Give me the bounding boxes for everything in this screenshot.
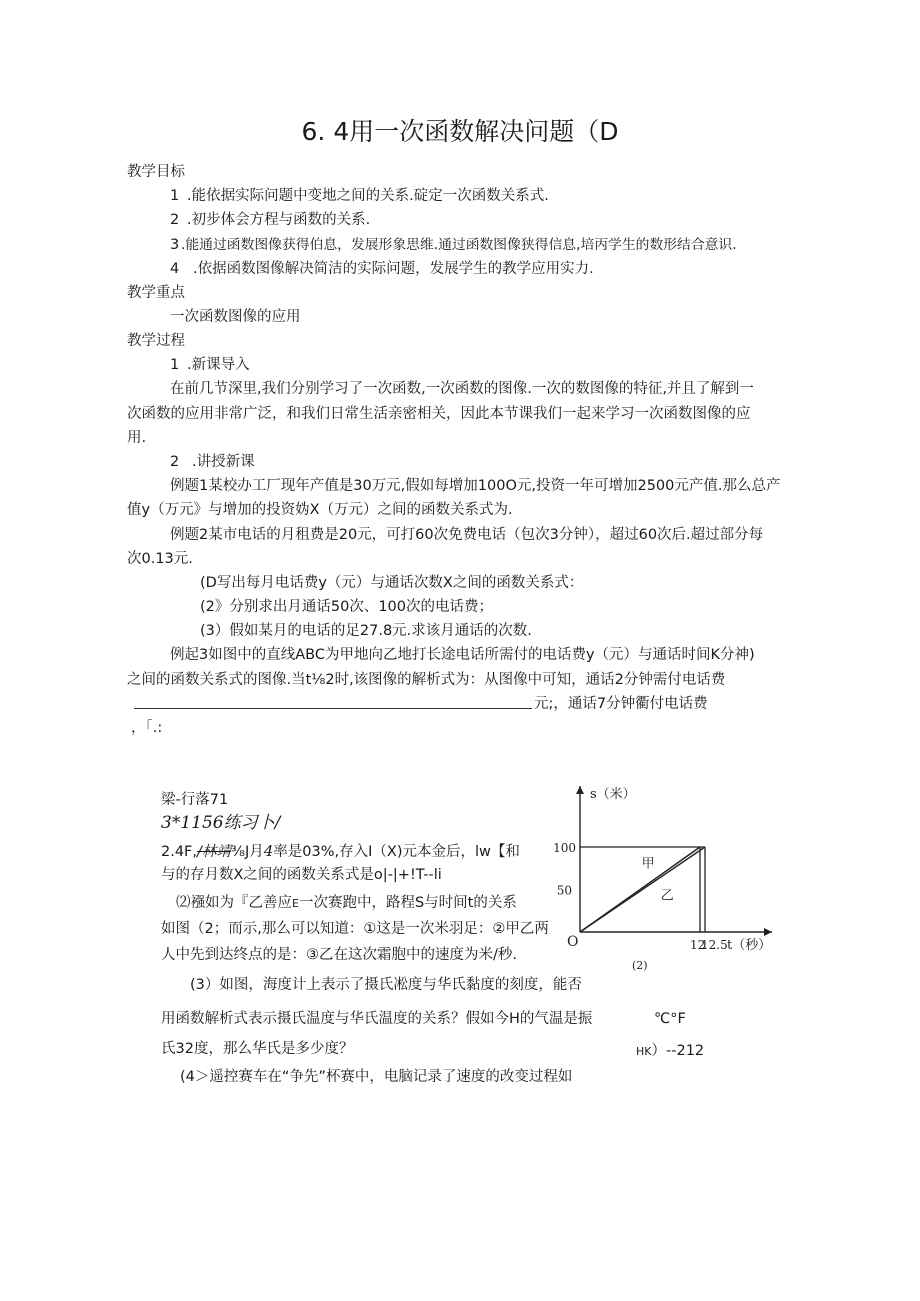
x-axis-label: t（秒）	[727, 938, 772, 953]
y-tick-label-1: 100	[553, 841, 576, 855]
example-2-line-2: 次0.13元.	[127, 551, 193, 567]
objective-4-number: 4	[170, 261, 180, 277]
q2-start: ⑵襁如为『乙善应	[176, 895, 292, 911]
thermometer-label: HK	[636, 1045, 652, 1058]
practice-q3-line-3: 氏32度，那么华氏是多少度？	[161, 1041, 354, 1057]
objective-1-number: 1	[170, 188, 180, 204]
intro-line-3: 用.	[127, 430, 147, 446]
section-2-label: .讲授新课	[192, 454, 255, 470]
intro-line-1: 在前几节深里,我们分别学习了一次函数,一次函数的图像.一次的数图像的特征,并且了解到一	[170, 381, 754, 397]
example-3-line-4: ，「.:	[131, 720, 163, 736]
example-1-line-1: 例题1某校办工厂现年产值是30万元,假如每增加100O元,投资一年可增加2500元产值.那么总产	[170, 478, 781, 494]
figure-caption: (2)	[632, 959, 648, 972]
page-title: 6. 4用一次函数解决问题（D	[301, 117, 619, 146]
focus-text: 一次函数图像的应用	[170, 309, 301, 325]
example-2-question-2: (2》分别求出月通话50次、100次的电话费；	[200, 599, 494, 615]
practice-q1-line-1	[161, 842, 520, 861]
section-1-label: .新课导入	[187, 357, 250, 373]
objective-1-text: .能依据实际问题中变地之间的关系.碇定一次函数关系式.	[187, 188, 549, 204]
q1-rest: 率是03%,存入I（X)元本金后，lw【和	[273, 844, 520, 860]
intro-line-2: 次函数的应用非常广泛，和我们日常生活亲密相关，因此本节课我们一起来学习一次函数图像的应	[127, 406, 751, 422]
q1-prefix: 2.4F,	[161, 844, 198, 860]
q1-number: 4	[263, 842, 274, 860]
x-axis-arrow	[764, 928, 772, 936]
objective-3-text: .能通过函数图像获得伯息，发展形象思维.通过函数图像狭得信息,培丙学生的数形结合意识.	[181, 237, 737, 253]
answer-blank-line	[134, 708, 532, 709]
practice-q3-line-2: 用函数解析式表示摄氏温度与华氏温度的关系？假如今H的气温是振	[161, 1011, 593, 1027]
q1-month: ⅜J月	[230, 844, 264, 860]
origin-label: O	[567, 934, 579, 950]
objectives-heading: 教学目标	[127, 164, 185, 180]
practice-q2-line-2: 如图（2；而示,那么可以知道：①这是一次米羽足：②甲乙两	[161, 921, 549, 937]
practice-q3-line-1: (3）如图，海度计上表示了摄氏凇度与华氏黏度的刻度，能否	[190, 977, 582, 993]
q1-struck-text: /林靖	[197, 844, 231, 860]
practice-q4-line-1: (4＞遥控赛车在“争先”杯赛中，电脑记录了速度的改变过程如	[180, 1069, 573, 1085]
x-tick-label-0: 12	[690, 938, 706, 952]
example-3-line-3: 元;，通话7分钟衢付电话费	[534, 696, 708, 712]
example-2-question-1: (D写出每月电话费y（元）与通话次数X之间的函数关系式：	[200, 575, 584, 591]
example-2-line-1: 例题2某市电话的月租费是20元，可打60次免费电话（包次3分钟），超过60次后.超过部分每	[170, 527, 764, 543]
section-2-number: 2	[170, 454, 180, 470]
focus-heading: 教学重点	[127, 285, 185, 301]
q2-subscript: E	[292, 897, 299, 910]
section-1-number: 1	[170, 357, 180, 373]
thermometer-value: ）--212	[651, 1043, 705, 1059]
example-3-line-1: 例起3如图中的直线ABC为甲地向乙地打长途电话所需付的电话费y（元）与通话时间K分神)	[170, 647, 755, 663]
handwritten-note: 3*1156练习卜/	[161, 813, 281, 833]
practice-q1-line-2: 与的存月数X之间的函数关系式是o|-|+!T--li	[161, 867, 442, 883]
example-2-question-3: (3）假如某月的电话的足27.8元.求该月通话的次数.	[200, 623, 532, 639]
objective-2-number: 2	[170, 212, 180, 228]
practice-label: 梁-行落71	[161, 792, 229, 808]
example-1-line-2: 值y（万元》与增加的投资妫X（万元）之间的函数关系式为.	[127, 502, 513, 518]
series-label-1: 乙	[660, 888, 674, 904]
y-axis-arrow	[576, 786, 584, 794]
series-label-0: 甲	[641, 856, 655, 872]
y-axis-label: s（米）	[590, 787, 636, 802]
x-tick-label-1: 12.5	[701, 938, 728, 952]
q2-rest: 一次赛跑中，路程S与时间t的关系	[298, 895, 517, 911]
race-distance-time-chart	[553, 776, 790, 976]
practice-q2-line-3: 人中先到达终点的是：③乙在这次霜胞中的速度为米/秒.	[161, 947, 517, 963]
objective-2-text: .初步体会方程与函数的关系.	[187, 212, 371, 228]
process-heading: 教学过程	[127, 333, 185, 349]
objective-4-text: .依据函数图像解决简洁的实际问题，发展学生的教学应用实力.	[193, 261, 594, 277]
thermometer-units: ℃°F	[654, 1011, 686, 1027]
thermometer-scale	[636, 1042, 704, 1061]
practice-q2-line-1	[176, 894, 517, 913]
objective-3-number: 3	[170, 237, 180, 253]
example-3-line-2: 之间的函数关系式的图像.当t⅛2时,该图像的解析式为：从图像中可知，通话2分钟需付电话费	[127, 672, 726, 688]
y-tick-label-0: 50	[556, 883, 572, 898]
